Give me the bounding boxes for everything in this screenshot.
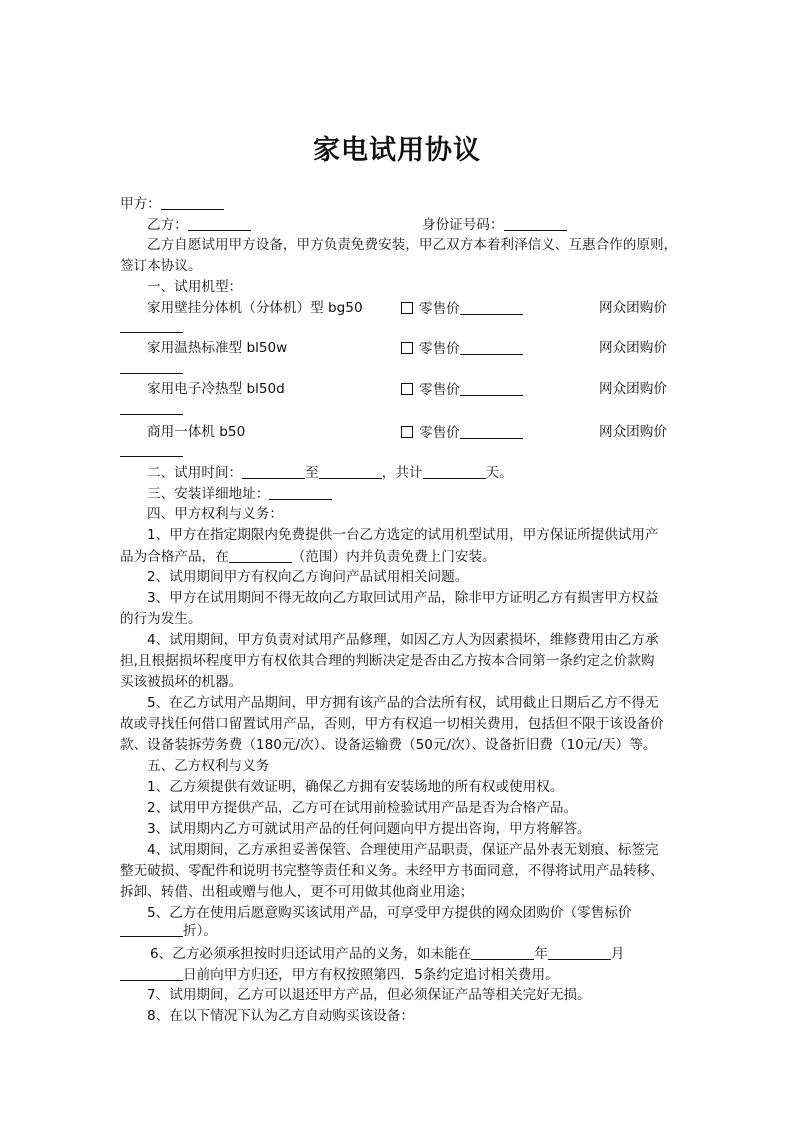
group-price-blank-line (120, 442, 183, 459)
s4-clause1-text-2: （范围）内并负责免费上门安装。 (291, 549, 496, 565)
group-price-blank (120, 400, 183, 415)
days-blank (423, 464, 486, 479)
address-label: 三、安装详细地址： (147, 486, 270, 502)
checkbox-icon[interactable] (401, 426, 413, 438)
s5-clause1: 1、乙方须提供有效证明，确保乙方拥有安装场地的所有权或使用权。 (147, 779, 564, 795)
party-a-label: 甲方： (120, 196, 161, 212)
trial-period-label: 二、试用时间： (147, 465, 243, 481)
group-price-label: 网众团购价 (599, 340, 667, 356)
id-number-blank (504, 216, 567, 231)
s4-clause5-line3: 款、设备装拆劳务费（180元/次）、设备运输费（50元/次）、设备折旧费（10元/天）等。 (120, 737, 657, 753)
model-name: 家用电子冷热型 bl50d (147, 381, 285, 397)
s4-clause3-line1: 3、甲方在试用期间不得无故向乙方取回试用产品，除非甲方证明乙方有损害甲方权益 (147, 590, 659, 606)
s5-clause6-line1 (150, 945, 625, 962)
section4-heading: 四、甲方权利与义务： (147, 506, 283, 522)
s5-clause4-line3: 拆卸、转借、出租或赠与他人，更不可用做其他商业用途； (120, 884, 474, 900)
return-year-blank (471, 945, 534, 960)
scope-blank (229, 548, 292, 563)
model-retail (401, 424, 523, 441)
checkbox-icon[interactable] (401, 342, 413, 354)
s5-clause6-text: 6、乙方必须承担按时归还试用产品的义务，如未能在 (150, 946, 472, 962)
group-price-blank (120, 318, 183, 333)
s5-clause2: 2、试用甲方提供产品，乙方可在试用前检验试用产品是否为合格产品。 (147, 800, 578, 816)
model-name: 家用温热标准型 bl50w (147, 340, 288, 356)
id-number-line (422, 216, 567, 233)
s5-clause6-line2 (120, 966, 559, 983)
end-date-blank (319, 464, 382, 479)
party-b-blank (188, 216, 251, 231)
s4-clause1-line1: 1、甲方在指定期限内免费提供一台乙方选定的试用机型试用，甲方保证所提供试用产 (147, 527, 659, 543)
group-price-label: 网众团购价 (599, 381, 667, 397)
checkbox-icon[interactable] (401, 302, 413, 314)
s4-clause4-line3: 买该被损坏的机器。 (120, 674, 243, 690)
s5-clause5-text: 折）。 (183, 923, 217, 939)
model-retail (401, 300, 523, 317)
s4-clause2: 2、试用期间甲方有权向乙方询问产品试用相关问题。 (147, 569, 469, 585)
party-b-line (147, 216, 251, 233)
s5-clause7: 7、试用期间，乙方可以退还甲方产品，但必须保证产品等相关完好无损。 (147, 987, 591, 1003)
s5-clause6-text-2: 日前向甲方归还，甲方有权按照第四．5条约定追讨相关费用。 (183, 967, 559, 983)
model-name: 家用壁挂分体机（分体机）型 bg50 (147, 300, 363, 316)
group-price-blank-line (120, 318, 183, 335)
checkbox-icon[interactable] (401, 383, 413, 395)
intro-line-1: 乙方自愿试用甲方设备，甲方负责免费安装，甲乙双方本着利泽信义、互惠合作的原则， (147, 237, 678, 253)
party-b-label: 乙方： (147, 217, 188, 233)
s5-clause4-line1: 4、试用期间，乙方承担妥善保管、合理使用产品职责，保证产品外表无划痕、标签完 (147, 842, 659, 858)
party-a-blank (161, 195, 224, 210)
year-text: 年 (534, 946, 548, 962)
s4-clause1-line2 (120, 548, 496, 565)
model-retail (401, 381, 523, 398)
discount-blank (120, 922, 183, 937)
s5-clause5-line2 (120, 922, 217, 939)
total-text: ，共计 (381, 465, 423, 481)
trial-period-line (147, 464, 513, 481)
retail-price-label: 零售价 (419, 301, 460, 317)
retail-price-label: 零售价 (419, 382, 460, 398)
group-price-label: 网众团购价 (599, 424, 667, 440)
s4-clause3-line2: 的行为发生。 (120, 611, 202, 627)
month-text: 月 (610, 946, 625, 962)
s4-clause5-line1: 5、在乙方试用产品期间，甲方拥有该产品的合法所有权，试用截止日期后乙方不得无 (147, 695, 659, 711)
s4-clause5-line2: 故或寻找任何借口留置试用产品，否则，甲方有权追一切相关费用，包括但不限于该设备价 (120, 716, 664, 732)
to-text: 至 (305, 465, 319, 481)
id-number-label: 身份证号码： (422, 217, 504, 233)
retail-price-blank (460, 340, 523, 355)
document-title: 家电试用协议 (313, 135, 481, 166)
s5-clause3: 3、试用期内乙方可就试用产品的任何问题向甲方提出咨询，甲方将解答。 (147, 821, 591, 837)
start-date-blank (242, 464, 305, 479)
retail-price-blank (460, 424, 523, 439)
retail-price-label: 零售价 (419, 425, 460, 441)
s5-clause8: 8、在以下情况下认为乙方自动购买该设备： (147, 1008, 414, 1024)
group-price-blank (120, 442, 183, 457)
return-month-blank (548, 945, 611, 960)
group-price-blank-line (120, 400, 183, 417)
s4-clause1-text: 品为合格产品，在 (120, 549, 229, 565)
model-name: 商用一体机 b50 (147, 424, 246, 440)
s4-clause4-line2: 担,且根据损坏程度甲方有权依其合理的判断决定是否由乙方按本合同第一条约定之价款购 (120, 653, 655, 669)
retail-price-blank (460, 300, 523, 315)
address-blank (269, 485, 332, 500)
intro-line-2: 签订本协议。 (120, 258, 202, 274)
group-price-blank-line (120, 359, 183, 376)
days-text: 天。 (485, 465, 513, 481)
party-a-line (120, 195, 224, 212)
retail-price-blank (460, 381, 523, 396)
address-line (147, 485, 332, 502)
s4-clause4-line1: 4、试用期间，甲方负责对试用产品修理，如因乙方人为因素损坏，维修费用由乙方承 (147, 632, 659, 648)
return-day-blank (120, 966, 183, 981)
s5-clause5-line1: 5、乙方在使用后愿意购买该试用产品，可享受甲方提供的网众团购价（零售标价 (147, 905, 632, 921)
group-price-label: 网众团购价 (599, 300, 667, 316)
s5-clause4-line2: 整无破损、零配件和说明书完整等责任和义务。未经甲方书面同意，不得将试用产品转移、 (120, 863, 664, 879)
group-price-blank (120, 359, 183, 374)
section5-heading: 五、乙方权利与义务 (147, 758, 270, 774)
model-retail (401, 340, 523, 357)
section1-heading: 一、试用机型： (147, 279, 243, 295)
retail-price-label: 零售价 (419, 341, 460, 357)
